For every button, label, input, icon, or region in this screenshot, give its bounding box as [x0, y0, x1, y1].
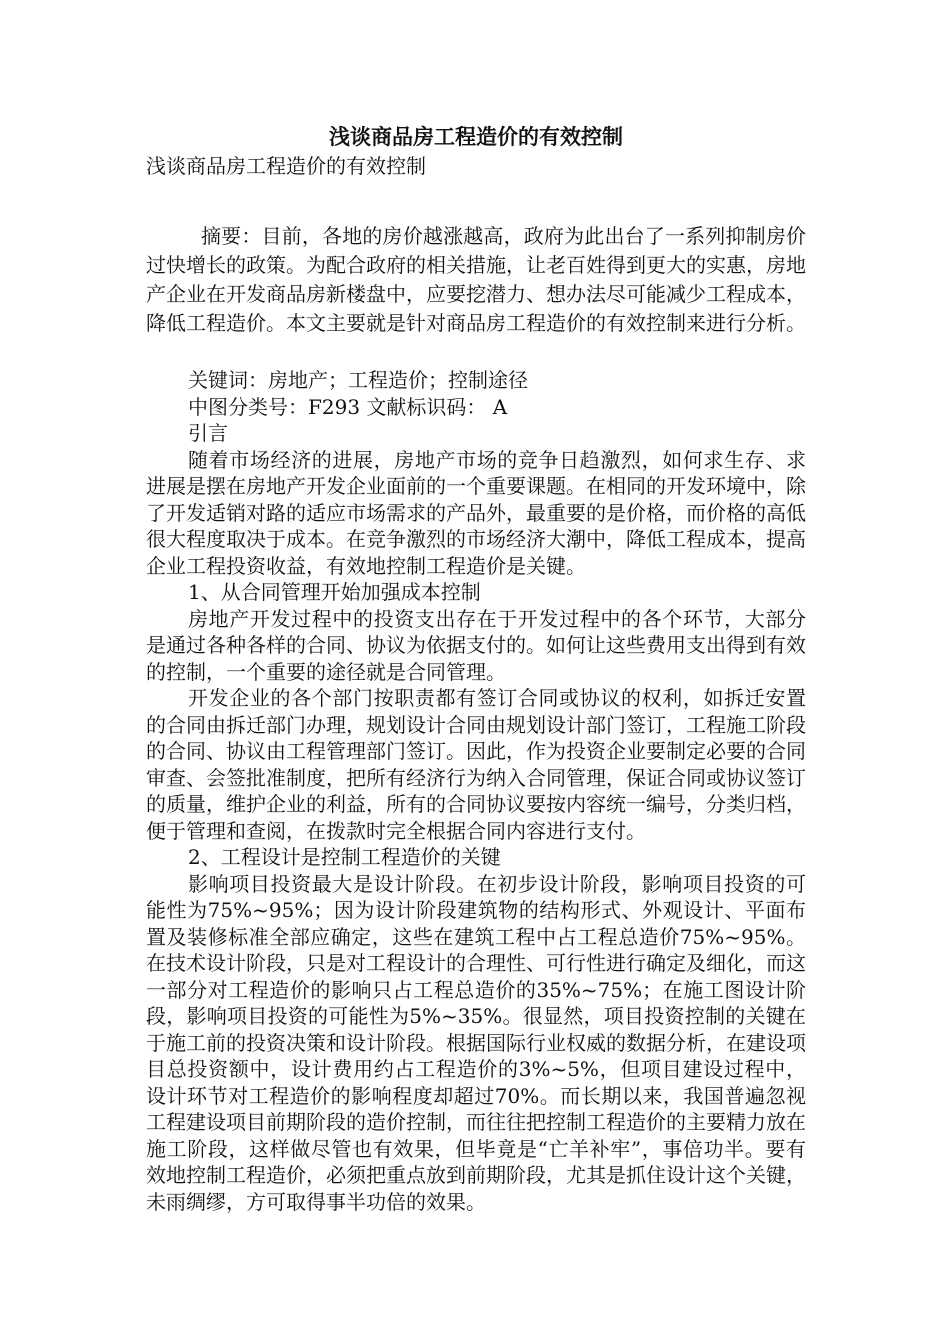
- abstract-paragraph: 摘要：目前，各地的房价越涨越高，政府为此出台了一系列抑制房价过快增长的政策。为配合政府的相关措施，让老百姓得到更大的实惠，房地产企业在开发商品房新楼盘中，应要挖潜力、想办法尽可能减少工程成本，降低工程造价。本文主要就是针对商品房工程造价的有效控制来进行分析。: [146, 224, 806, 335]
- spacer: [146, 338, 806, 367]
- classification-line: 中图分类号：F293 文献标识码： A: [188, 394, 508, 419]
- intro-heading: 引言: [188, 421, 228, 445]
- keywords-line: 关键词：房地产；工程造价；控制途径: [188, 368, 528, 392]
- document-page: [146, 122, 806, 1215]
- spacer: [146, 180, 806, 222]
- section1-paragraph-2: 开发企业的各个部门按职责都有签订合同或协议的权利，如拆迁安置的合同由拆迁部门办理，规划设计合同由规划设计部门签订，工程施工阶段的合同、协议由工程管理部门签订。因此，作为投资企业要制定必要的合同审查、会签批准制度，把所有经济行为纳入合同管理，保证合同或协议签订的质量，维护企业的利益，所有的合同协议要按内容统一编号，分类归档，便于管理和查阅，在拨款时完全根据合同内容进行支付。: [146, 686, 806, 843]
- section1-paragraph-1: 房地产开发过程中的投资支出存在于开发过程中的各个环节，大部分是通过各种各样的合同、协议为依据支付的。如何让这些费用支出得到有效的控制，一个重要的途径就是合同管理。: [146, 606, 806, 684]
- document-subtitle: 浅谈商品房工程造价的有效控制: [146, 154, 426, 178]
- document-title: 浅谈商品房工程造价的有效控制: [329, 124, 623, 149]
- section2-paragraph-1: 影响项目投资最大是设计阶段。在初步设计阶段，影响项目投资的可能性为75%~95%；因为设计阶段建筑物的结构形式、外观设计、平面布置及装修标准全部应确定，这些在建筑工程中占工程总造价75%~95%。在技术设计阶段，只是对工程设计的合理性、可行性进行确定及细化，而这一部分对工程造价的影响只占工程总造价的35%~75%；在施工图设计阶段，影响项目投资的可能性为5%~35%。很显然，项目投资控制的关键在于施工前的投资决策和设计阶段。根据国际行业权威的数据分析，在建设项目总投资额中，设计费用约占工程造价的3%~5%，但项目建设过程中，设计环节对工程造价的影响程度却超过70%。而长期以来，我国普遍忽视工程建设项目前期阶段的造价控制，而往往把控制工程造价的主要精力放在施工阶段，这样做尽管也有效果，但毕竟是“亡羊补牢”，事倍功半。要有效地控制工程造价，必须把重点放到前期阶段，尤其是抓住设计这个关键，未雨绸缪，方可取得事半功倍的效果。: [146, 871, 806, 1214]
- section2-heading: 2、工程设计是控制工程造价的关键: [188, 845, 501, 869]
- section1-heading: 1、从合同管理开始加强成本控制: [188, 580, 481, 604]
- intro-paragraph: 随着市场经济的进展，房地产市场的竞争日趋激烈，如何求生存、求进展是摆在房地产开发企业面前的一个重要课题。在相同的开发环境中，除了开发适销对路的适应市场需求的产品外，最重要的是价格，而价格的高低很大程度取决于成本。在竞争激烈的市场经济大潮中，降低工程成本，提高企业工程投资收益，有效地控制工程造价是关键。: [146, 447, 806, 578]
